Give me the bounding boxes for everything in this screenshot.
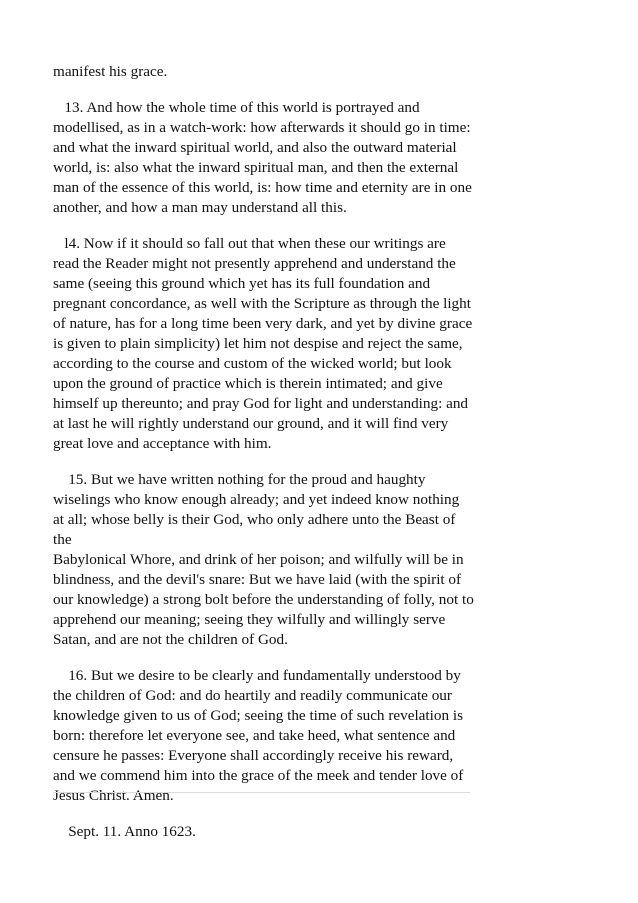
text-line: our knowledge) a strong bolt before the understanding of folly, not to — [53, 591, 474, 608]
text-line: Babylonical Whore, and drink of her poison; and wilfully will be in — [53, 551, 464, 568]
date-line: Sept. 11. Anno 1623. — [53, 823, 196, 840]
text-line: born: therefore let everyone see, and take heed, what sentence and — [53, 727, 456, 744]
text-line: same (seeing this ground which yet has its full foundation and — [53, 275, 431, 292]
text-line: himself up thereunto; and pray God for light and understanding: and — [53, 395, 469, 412]
text-line: according to the course and custom of the wicked world; but look — [53, 355, 452, 372]
text-line: knowledge given to us of God; seeing the time of such revelation is — [53, 707, 463, 724]
text-line: of nature, has for a long time been very dark, and yet by divine grace — [53, 315, 473, 332]
page-divider — [53, 792, 470, 793]
text-line: at all; whose belly is their God, who only adhere unto the Beast of — [53, 511, 456, 528]
text-line: blindness, and the devil's snare: But we have laid (with the spirit of — [53, 571, 462, 588]
text-line: apprehend our meaning; seeing they wilfully and willingly serve — [53, 611, 446, 628]
text-line: man of the essence of this world, is: how time and eternity are in one — [53, 179, 472, 196]
text-line: and we commend him into the grace of the meek and tender love of — [53, 767, 464, 784]
text-line: 15. But we have written nothing for the proud and haughty — [53, 471, 426, 488]
text-line: is given to plain simplicity) let him not despise and reject the same, — [53, 335, 463, 352]
text-line: upon the ground of practice which is therein intimated; and give — [53, 375, 443, 392]
text-line: wiselings who know enough already; and yet indeed know nothing — [53, 491, 460, 508]
text-line: censure he passes: Everyone shall accordingly receive his reward, — [53, 747, 454, 764]
text-line: 16. But we desire to be clearly and fundamentally understood by — [53, 667, 461, 684]
text-line: read the Reader might not presently apprehend and understand the — [53, 255, 456, 272]
text-line: Satan, and are not the children of God. — [53, 631, 288, 648]
text-line: world, is: also what the inward spiritual man, and then the external — [53, 159, 459, 176]
text-line: great love and acceptance with him. — [53, 435, 272, 452]
text-line: the children of God: and do heartily and readily communicate our — [53, 687, 452, 704]
text-line: pregnant concordance, as well with the Scripture as through the light — [53, 295, 471, 312]
text-line: the — [53, 531, 72, 548]
text-line: modellised, as in a watch-work: how afterwards it should go in time: — [53, 119, 471, 136]
text-line: another, and how a man may understand all this. — [53, 199, 347, 216]
text-line: l4. Now if it should so fall out that when these our writings are — [53, 235, 446, 252]
text-line: manifest his grace. — [53, 63, 168, 80]
text-line: 13. And how the whole time of this world is portrayed and — [53, 99, 420, 116]
text-line: at last he will rightly understand our ground, and it will find very — [53, 415, 449, 432]
text-line: and what the inward spiritual world, and also the outward material — [53, 139, 457, 156]
text-line: Jesus Christ. Amen. — [53, 787, 174, 804]
